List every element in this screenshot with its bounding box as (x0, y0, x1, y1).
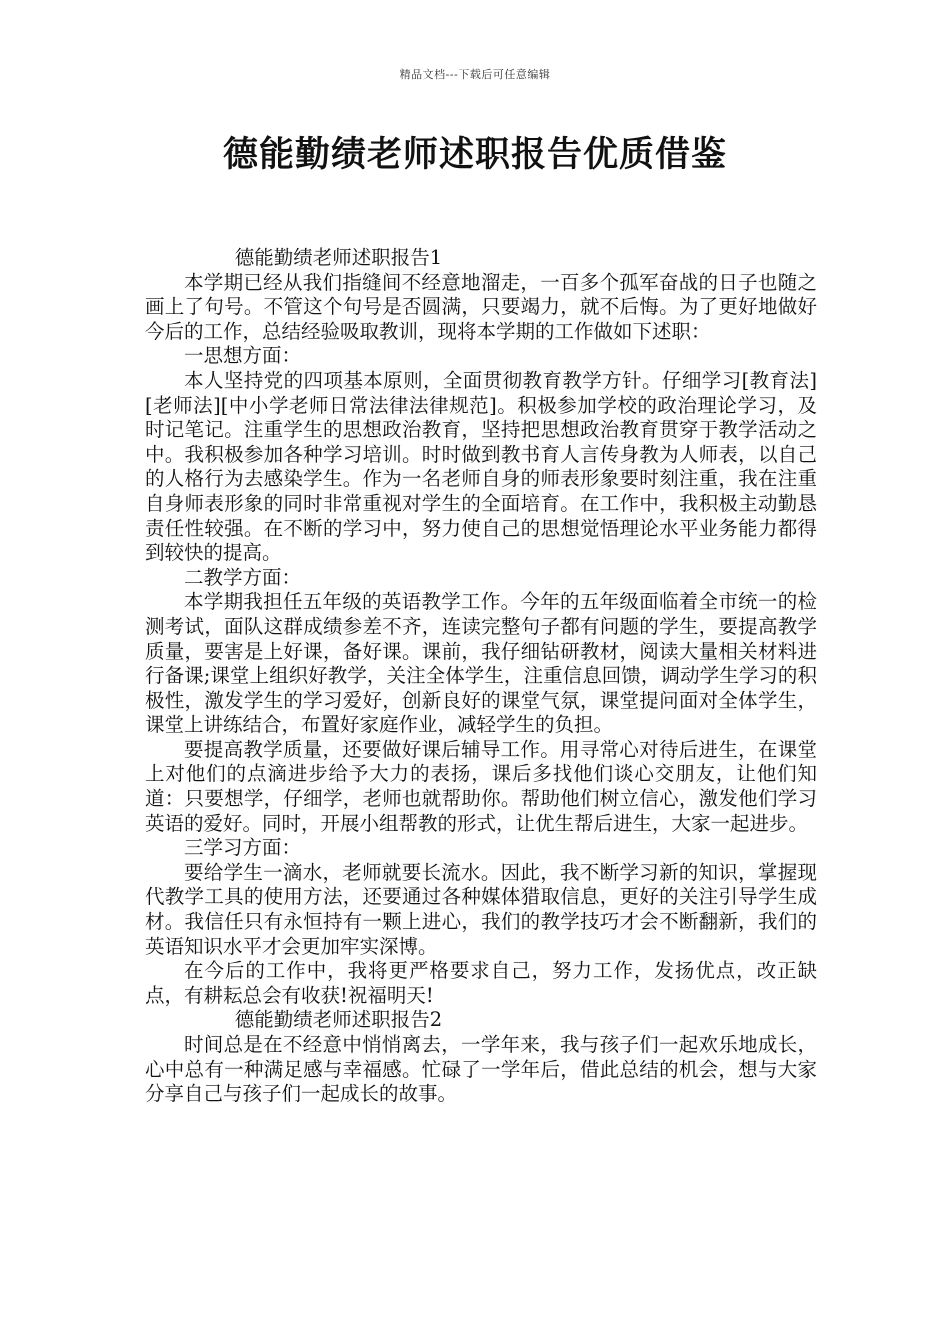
paragraph-ideology: 本人坚持党的四项基本原则，全面贯彻教育教学方针。仔细学习[教育法][老师法][中小学老师日常法律法律规范]。积极参加学校的政治理论学习，及时记笔记。注重学生的思想政治教育，坚持把思想政治教育贯穿于教学活动之中。我积极参加各种学习培训。时时做到教书育人言传身教为人师表，以自己的人格行为去感染学生。作为一名老师自身的师表形象要时刻注重，我在注重自身师表形象的同时非常重视对学生的全面培育。在工作中，我积极主动勤恳责任性较强。在不断的学习中，努力使自己的思想觉悟理论水平业务能力都得到较快的提高。 (145, 368, 817, 565)
heading-teaching: 二教学方面： (184, 565, 302, 589)
intro-paragraph: 本学期已经从我们指缝间不经意地溜走，一百多个孤军奋战的日子也随之画上了句号。不管这个句号是否圆满，只要竭力，就不后悔。为了更好地做好今后的工作，总结经验吸取教训，现将本学期的工作做如下述职： (145, 270, 817, 343)
heading-ideology: 一思想方面： (184, 344, 302, 368)
report1-title: 德能勤绩老师述职报告1 (234, 246, 443, 269)
document-title: 德能勤绩老师述职报告优质借鉴 (222, 134, 727, 175)
paragraph-report2-intro: 时间总是在不经意中悄悄离去，一学年来，我与孩子们一起欢乐地成长，心中总有一种满足感与幸福感。忙碌了一学年后，借此总结的机会，想与大家分享自己与孩子们一起成长的故事。 (145, 1033, 817, 1106)
paragraph-teaching-1: 本学期我担任五年级的英语教学工作。今年的五年级面临着全市统一的检测考试，面队这群成绩参差不齐，连读完整句子都有问题的学生，要提高教学质量，要害是上好课，备好课。课前，我仔细钻研教材，阅读大量相关材料进行备课;课堂上组织好教学，关注全体学生，注重信息回馈，调动学生学习的积极性，激发学生的学习爱好，创新良好的课堂气氛，课堂提问面对全体学生，课堂上讲练结合，布置好家庭作业，减轻学生的负担。 (145, 590, 817, 737)
paragraph-conclusion: 在今后的工作中，我将更严格要求自己，努力工作，发扬优点，改正缺点，有耕耘总会有收获!祝福明天! (145, 959, 817, 1007)
document-body (145, 246, 817, 1107)
paragraph-teaching-2: 要提高教学质量，还要做好课后辅导工作。用寻常心对待后进生，在课堂上对他们的点滴进步给予大力的表扬，课后多找他们谈心交朋友，让他们知道：只要想学，仔细学，老师也就帮助你。帮助他们树立信心，激发他们学习英语的爱好。同时，开展小组帮教的形式，让优生帮后进生，大家一起进步。 (145, 737, 817, 835)
report2-title: 德能勤绩老师述职报告2 (234, 1008, 443, 1032)
paragraph-learning: 要给学生一滴水，老师就要长流水。因此，我不断学习新的知识，掌握现代教学工具的使用方法，还要通过各种媒体猎取信息，更好的关注引导学生成材。我信任只有永恒持有一颗上进心，我们的教学技巧才会不断翻新，我们的英语知识水平才会更加牢实深博。 (145, 860, 817, 958)
heading-learning: 三学习方面： (184, 836, 302, 860)
header-note: 精品文档---下载后可任意编辑 (399, 68, 551, 81)
